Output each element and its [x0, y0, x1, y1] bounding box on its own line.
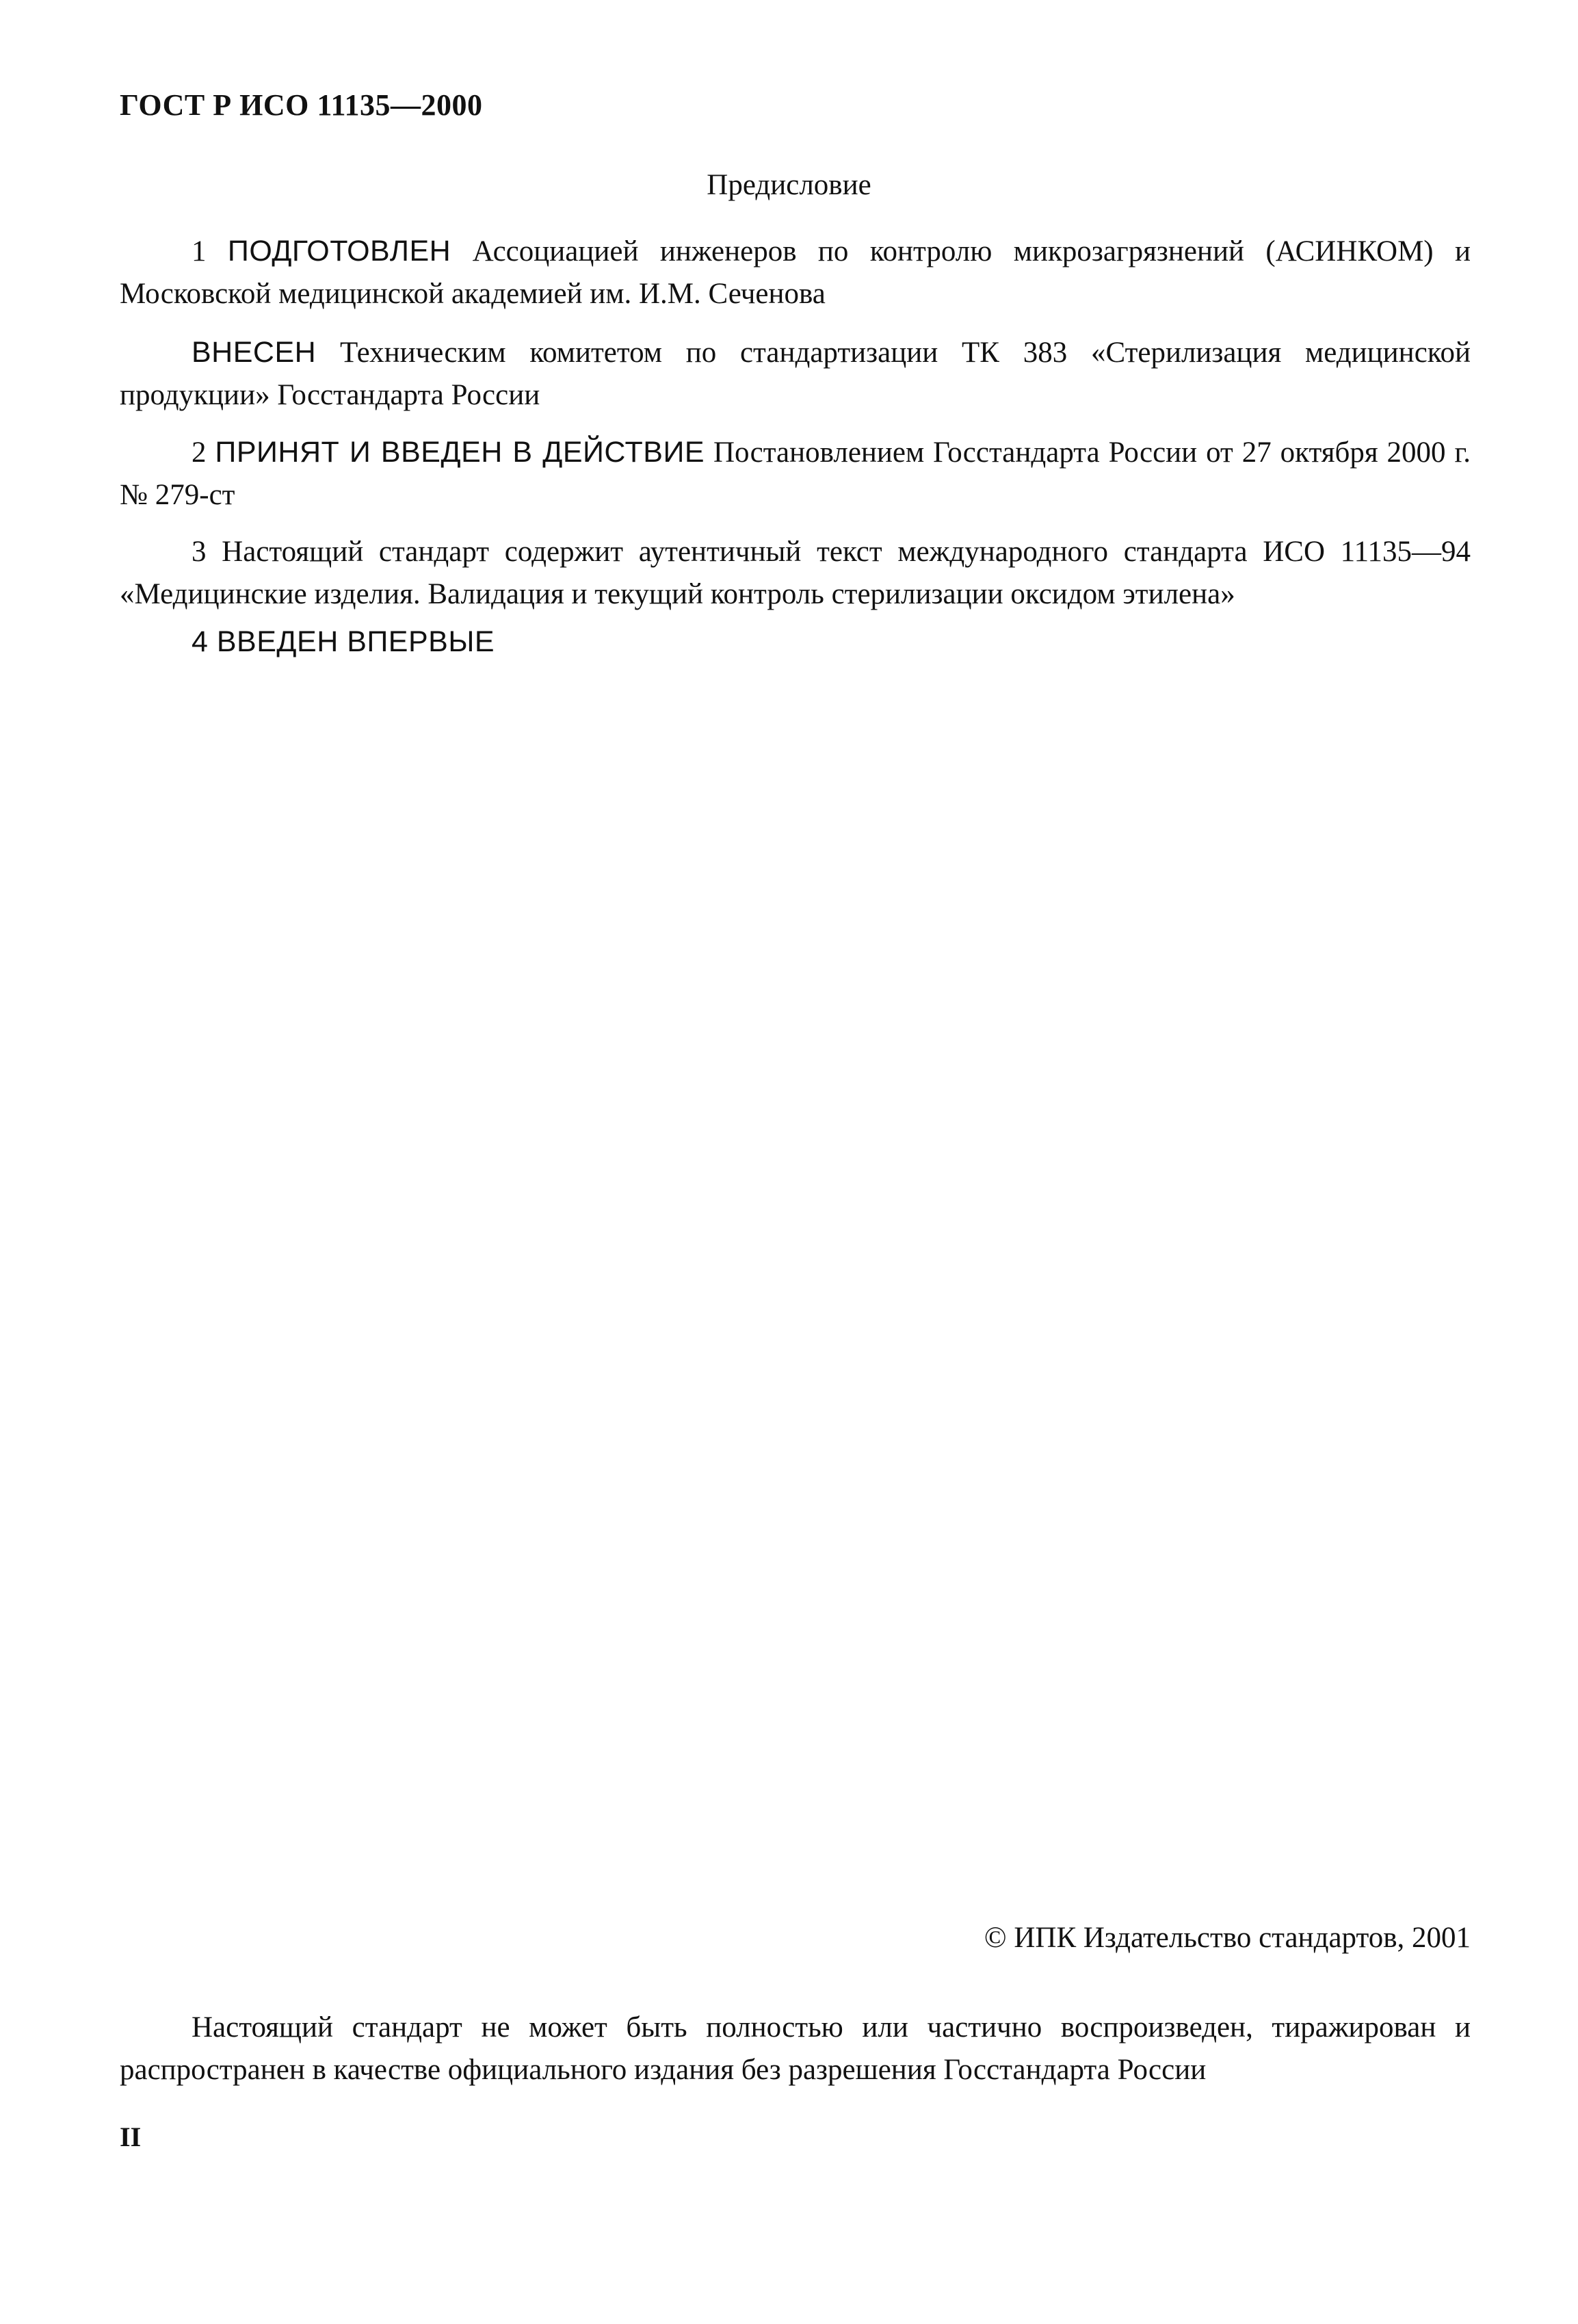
- standard-code-header: ГОСТ Р ИСО 11135—2000: [120, 88, 483, 122]
- item-2-lead: ПРИНЯТ И ВВЕДЕН В ДЕЙСТВИЕ: [215, 436, 705, 469]
- item-2-number: 2: [192, 436, 207, 469]
- item-2-text: Постановлением Госстандарта России от 27 октября 2000 г. № 279-ст: [120, 436, 1471, 511]
- item-1-text: Ассоциацией инженеров по контролю микрозагрязнений (АСИНКОМ) и Московской медицинской академией им. И.М. Сеченова: [120, 235, 1471, 310]
- page-number: II: [120, 2121, 142, 2152]
- preface-title: Предисловие: [707, 169, 871, 201]
- item-1-lead: ПОДГОТОВЛЕН: [227, 235, 451, 267]
- copyright-line: © ИПК Издательство стандартов, 2001: [984, 1922, 1471, 1954]
- preface-item-2: [120, 431, 1471, 517]
- preface-item-1b: [120, 331, 1471, 417]
- preface-item-4: 4 ВВЕДЕН ВПЕРВЫЕ: [192, 625, 495, 658]
- item-1b-lead: ВНЕСЕН: [192, 336, 317, 369]
- preface-item-1: [120, 230, 1471, 315]
- item-1b-text: Техническим комитетом по стандартизации ТК 383 «Стерилизация медицинской продукции» Госстандарта России: [120, 337, 1471, 411]
- preface-item-3: 3 Настоящий стандарт содержит аутентичный текст международного стандарта ИСО 11135—94 «Медицинские изделия. Валидация и текущий контроль стерилизации оксидом этилена»: [120, 536, 1471, 610]
- reproduction-notice: Настоящий стандарт не может быть полностью или частично воспроизведен, тиражирован и распространен в качестве официального издания без разрешения Госстандарта России: [120, 2011, 1471, 2086]
- item-1-number: 1: [192, 235, 207, 267]
